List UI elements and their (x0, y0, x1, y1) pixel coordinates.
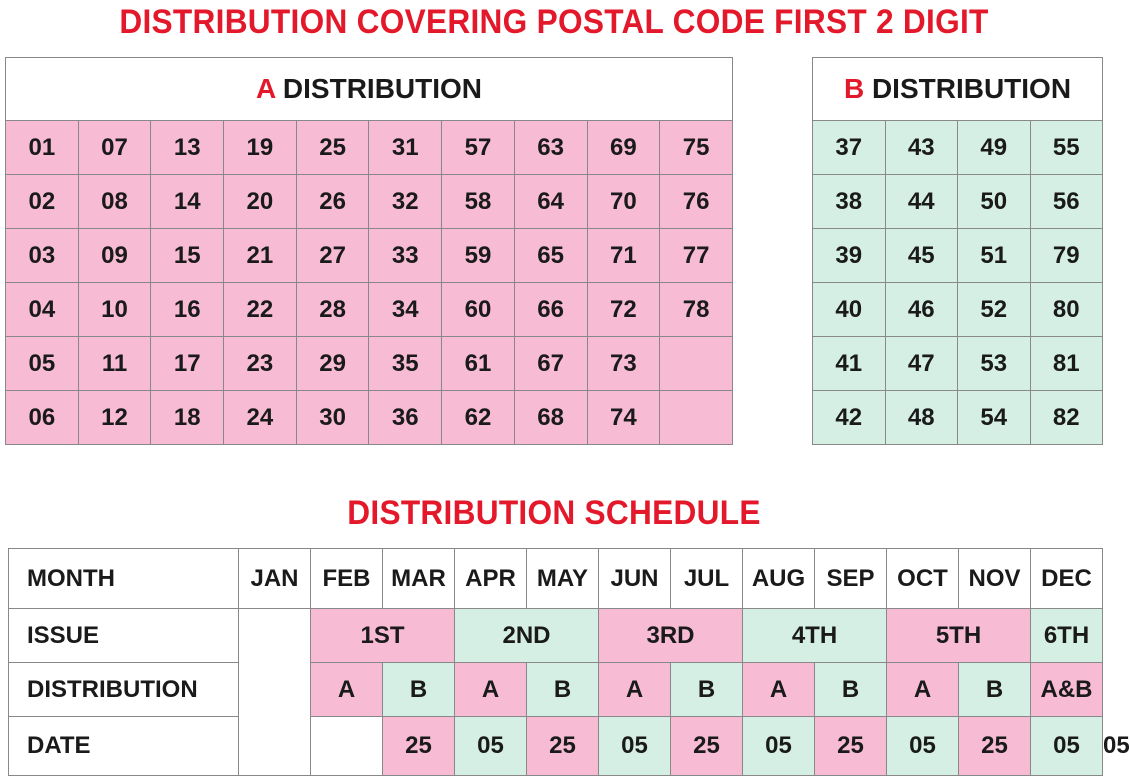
b-code-cell: 46 (885, 283, 958, 337)
a-code-cell: 31 (369, 121, 442, 175)
month-header-cell: MAR (383, 549, 455, 609)
distribution-cell: B (527, 663, 599, 717)
a-code-cell: 58 (442, 175, 515, 229)
a-code-cell: 75 (660, 121, 733, 175)
table-row (6, 337, 733, 391)
date-cell: 05 (1031, 717, 1103, 776)
a-code-cell: 20 (224, 175, 297, 229)
b-code-cell: 50 (958, 175, 1031, 229)
a-code-cell: 10 (78, 283, 151, 337)
a-code-cell: 13 (151, 121, 224, 175)
a-code-cell: 68 (514, 391, 587, 445)
distribution-cell: A (311, 663, 383, 717)
distribution-cell: A (887, 663, 959, 717)
a-code-cell: 70 (587, 175, 660, 229)
a-code-cell: 23 (224, 337, 297, 391)
a-code-cell: 27 (296, 229, 369, 283)
b-code-cell: 38 (813, 175, 886, 229)
date-cell: 05 (743, 717, 815, 776)
date-label: DATE (9, 717, 239, 776)
distribution-cell: B (671, 663, 743, 717)
issue-cell: 6TH (1031, 609, 1103, 663)
a-code-cell: 67 (514, 337, 587, 391)
month-header-cell: JUL (671, 549, 743, 609)
date-cell: 05 (887, 717, 959, 776)
month-header-cell: MAY (527, 549, 599, 609)
a-code-cell: 36 (369, 391, 442, 445)
a-code-cell: 71 (587, 229, 660, 283)
a-code-cell: 35 (369, 337, 442, 391)
date-cell: 25 (671, 717, 743, 776)
distribution-cell: B (815, 663, 887, 717)
b-code-cell: 47 (885, 337, 958, 391)
a-code-cell: 34 (369, 283, 442, 337)
a-code-cell: 03 (6, 229, 79, 283)
a-code-cell: 74 (587, 391, 660, 445)
a-code-cell: 77 (660, 229, 733, 283)
b-code-cell: 40 (813, 283, 886, 337)
a-code-cell: 16 (151, 283, 224, 337)
b-code-cell: 42 (813, 391, 886, 445)
issue-label: ISSUE (9, 609, 239, 663)
a-code-cell: 17 (151, 337, 224, 391)
b-code-cell: 55 (1030, 121, 1103, 175)
issue-cell: 1ST (311, 609, 455, 663)
b-distribution-table (812, 57, 1103, 445)
month-header-cell: OCT (887, 549, 959, 609)
a-code-cell: 33 (369, 229, 442, 283)
a-code-cell: 64 (514, 175, 587, 229)
month-header-cell: JUN (599, 549, 671, 609)
a-code-cell: 02 (6, 175, 79, 229)
a-label: DISTRIBUTION (282, 73, 483, 104)
a-distribution-table (5, 57, 733, 445)
b-code-cell: 39 (813, 229, 886, 283)
table-row (813, 337, 1103, 391)
table-row (813, 175, 1103, 229)
distribution-cell: A (743, 663, 815, 717)
b-code-cell: 81 (1030, 337, 1103, 391)
a-code-cell: 60 (442, 283, 515, 337)
a-letter: A (255, 73, 276, 104)
b-code-cell: 49 (958, 121, 1031, 175)
jan-empty-cell (239, 609, 311, 776)
a-code-cell (660, 337, 733, 391)
a-code-cell: 04 (6, 283, 79, 337)
table-row (6, 391, 733, 445)
a-code-cell: 22 (224, 283, 297, 337)
a-code-cell: 30 (296, 391, 369, 445)
b-label: DISTRIBUTION (871, 73, 1072, 104)
a-code-cell: 32 (369, 175, 442, 229)
a-code-cell: 12 (78, 391, 151, 445)
a-code-cell: 08 (78, 175, 151, 229)
a-code-cell: 21 (224, 229, 297, 283)
a-code-cell: 26 (296, 175, 369, 229)
a-code-cell: 14 (151, 175, 224, 229)
month-header-cell: AUG (743, 549, 815, 609)
date-cell: 05 (599, 717, 671, 776)
month-header-cell: FEB (311, 549, 383, 609)
b-code-cell: 80 (1030, 283, 1103, 337)
a-code-cell: 69 (587, 121, 660, 175)
distribution-cell: A (455, 663, 527, 717)
a-code-cell: 28 (296, 283, 369, 337)
b-code-cell: 48 (885, 391, 958, 445)
b-code-cell: 82 (1030, 391, 1103, 445)
issue-cell: 4TH (743, 609, 887, 663)
a-code-cell: 19 (224, 121, 297, 175)
a-code-cell: 09 (78, 229, 151, 283)
table-row (813, 121, 1103, 175)
a-code-cell: 15 (151, 229, 224, 283)
table-row (813, 229, 1103, 283)
date-cell: 25 (959, 717, 1031, 776)
table-row (6, 175, 733, 229)
a-code-cell: 18 (151, 391, 224, 445)
schedule-title: DISTRIBUTION SCHEDULE (347, 494, 761, 532)
month-header-cell: NOV (959, 549, 1031, 609)
date-cell: 25 (383, 717, 455, 776)
schedule-table: MONTH JAN FEB MAR APR MAY JUN JUL AUG SEP OCT NOV DEC ISSUE 1ST 2ND 3RD 4TH 5TH 6TH DISTRIBUTION A B A B A B A B A B A&B DATE 25 05 25 05 25 05 25 05 25 05 05 (8, 548, 1103, 776)
distribution-cell: A&B (1031, 663, 1103, 717)
table-row (6, 283, 733, 337)
b-letter: B (843, 73, 865, 104)
a-code-cell: 65 (514, 229, 587, 283)
a-code-cell: 61 (442, 337, 515, 391)
a-code-cell: 07 (78, 121, 151, 175)
b-code-cell: 45 (885, 229, 958, 283)
date-cell: 25 (815, 717, 887, 776)
a-code-cell: 11 (78, 337, 151, 391)
a-code-cell: 29 (296, 337, 369, 391)
b-code-cell: 51 (958, 229, 1031, 283)
distribution-cell: B (959, 663, 1031, 717)
b-code-cell: 44 (885, 175, 958, 229)
month-header-cell: DEC (1031, 549, 1103, 609)
date-cell: 05 (455, 717, 527, 776)
b-code-cell: 53 (958, 337, 1031, 391)
table-row (813, 391, 1103, 445)
a-code-cell: 24 (224, 391, 297, 445)
a-code-cell: 57 (442, 121, 515, 175)
b-code-cell: 52 (958, 283, 1031, 337)
b-code-cell: 56 (1030, 175, 1103, 229)
a-code-cell: 76 (660, 175, 733, 229)
a-code-cell: 06 (6, 391, 79, 445)
table-row (813, 283, 1103, 337)
date-cell: 25 (527, 717, 599, 776)
distribution-cell: B (383, 663, 455, 717)
table-row (6, 229, 733, 283)
a-code-cell (660, 391, 733, 445)
b-code-cell: 79 (1030, 229, 1103, 283)
issue-cell: 3RD (599, 609, 743, 663)
a-code-cell: 66 (514, 283, 587, 337)
b-code-cell: 43 (885, 121, 958, 175)
month-header-cell: SEP (815, 549, 887, 609)
a-code-cell: 59 (442, 229, 515, 283)
jan-date-cell (311, 717, 383, 776)
a-code-cell: 73 (587, 337, 660, 391)
a-code-cell: 63 (514, 121, 587, 175)
month-label: MONTH (9, 549, 239, 609)
table-row (6, 121, 733, 175)
page-title: DISTRIBUTION COVERING POSTAL CODE FIRST 2 DIGIT (119, 3, 989, 41)
a-code-cell: 62 (442, 391, 515, 445)
b-distribution-header (813, 58, 1103, 121)
a-code-cell: 01 (6, 121, 79, 175)
b-code-cell: 41 (813, 337, 886, 391)
b-code-cell: 37 (813, 121, 886, 175)
issue-cell: 2ND (455, 609, 599, 663)
a-code-cell: 25 (296, 121, 369, 175)
month-header-cell: JAN (239, 549, 311, 609)
a-distribution-header (6, 58, 733, 121)
distribution-label: DISTRIBUTION (9, 663, 239, 717)
a-code-cell: 72 (587, 283, 660, 337)
b-code-cell: 54 (958, 391, 1031, 445)
a-code-cell: 05 (6, 337, 79, 391)
distribution-cell: A (599, 663, 671, 717)
a-code-cell: 78 (660, 283, 733, 337)
issue-cell: 5TH (887, 609, 1031, 663)
month-header-cell: APR (455, 549, 527, 609)
